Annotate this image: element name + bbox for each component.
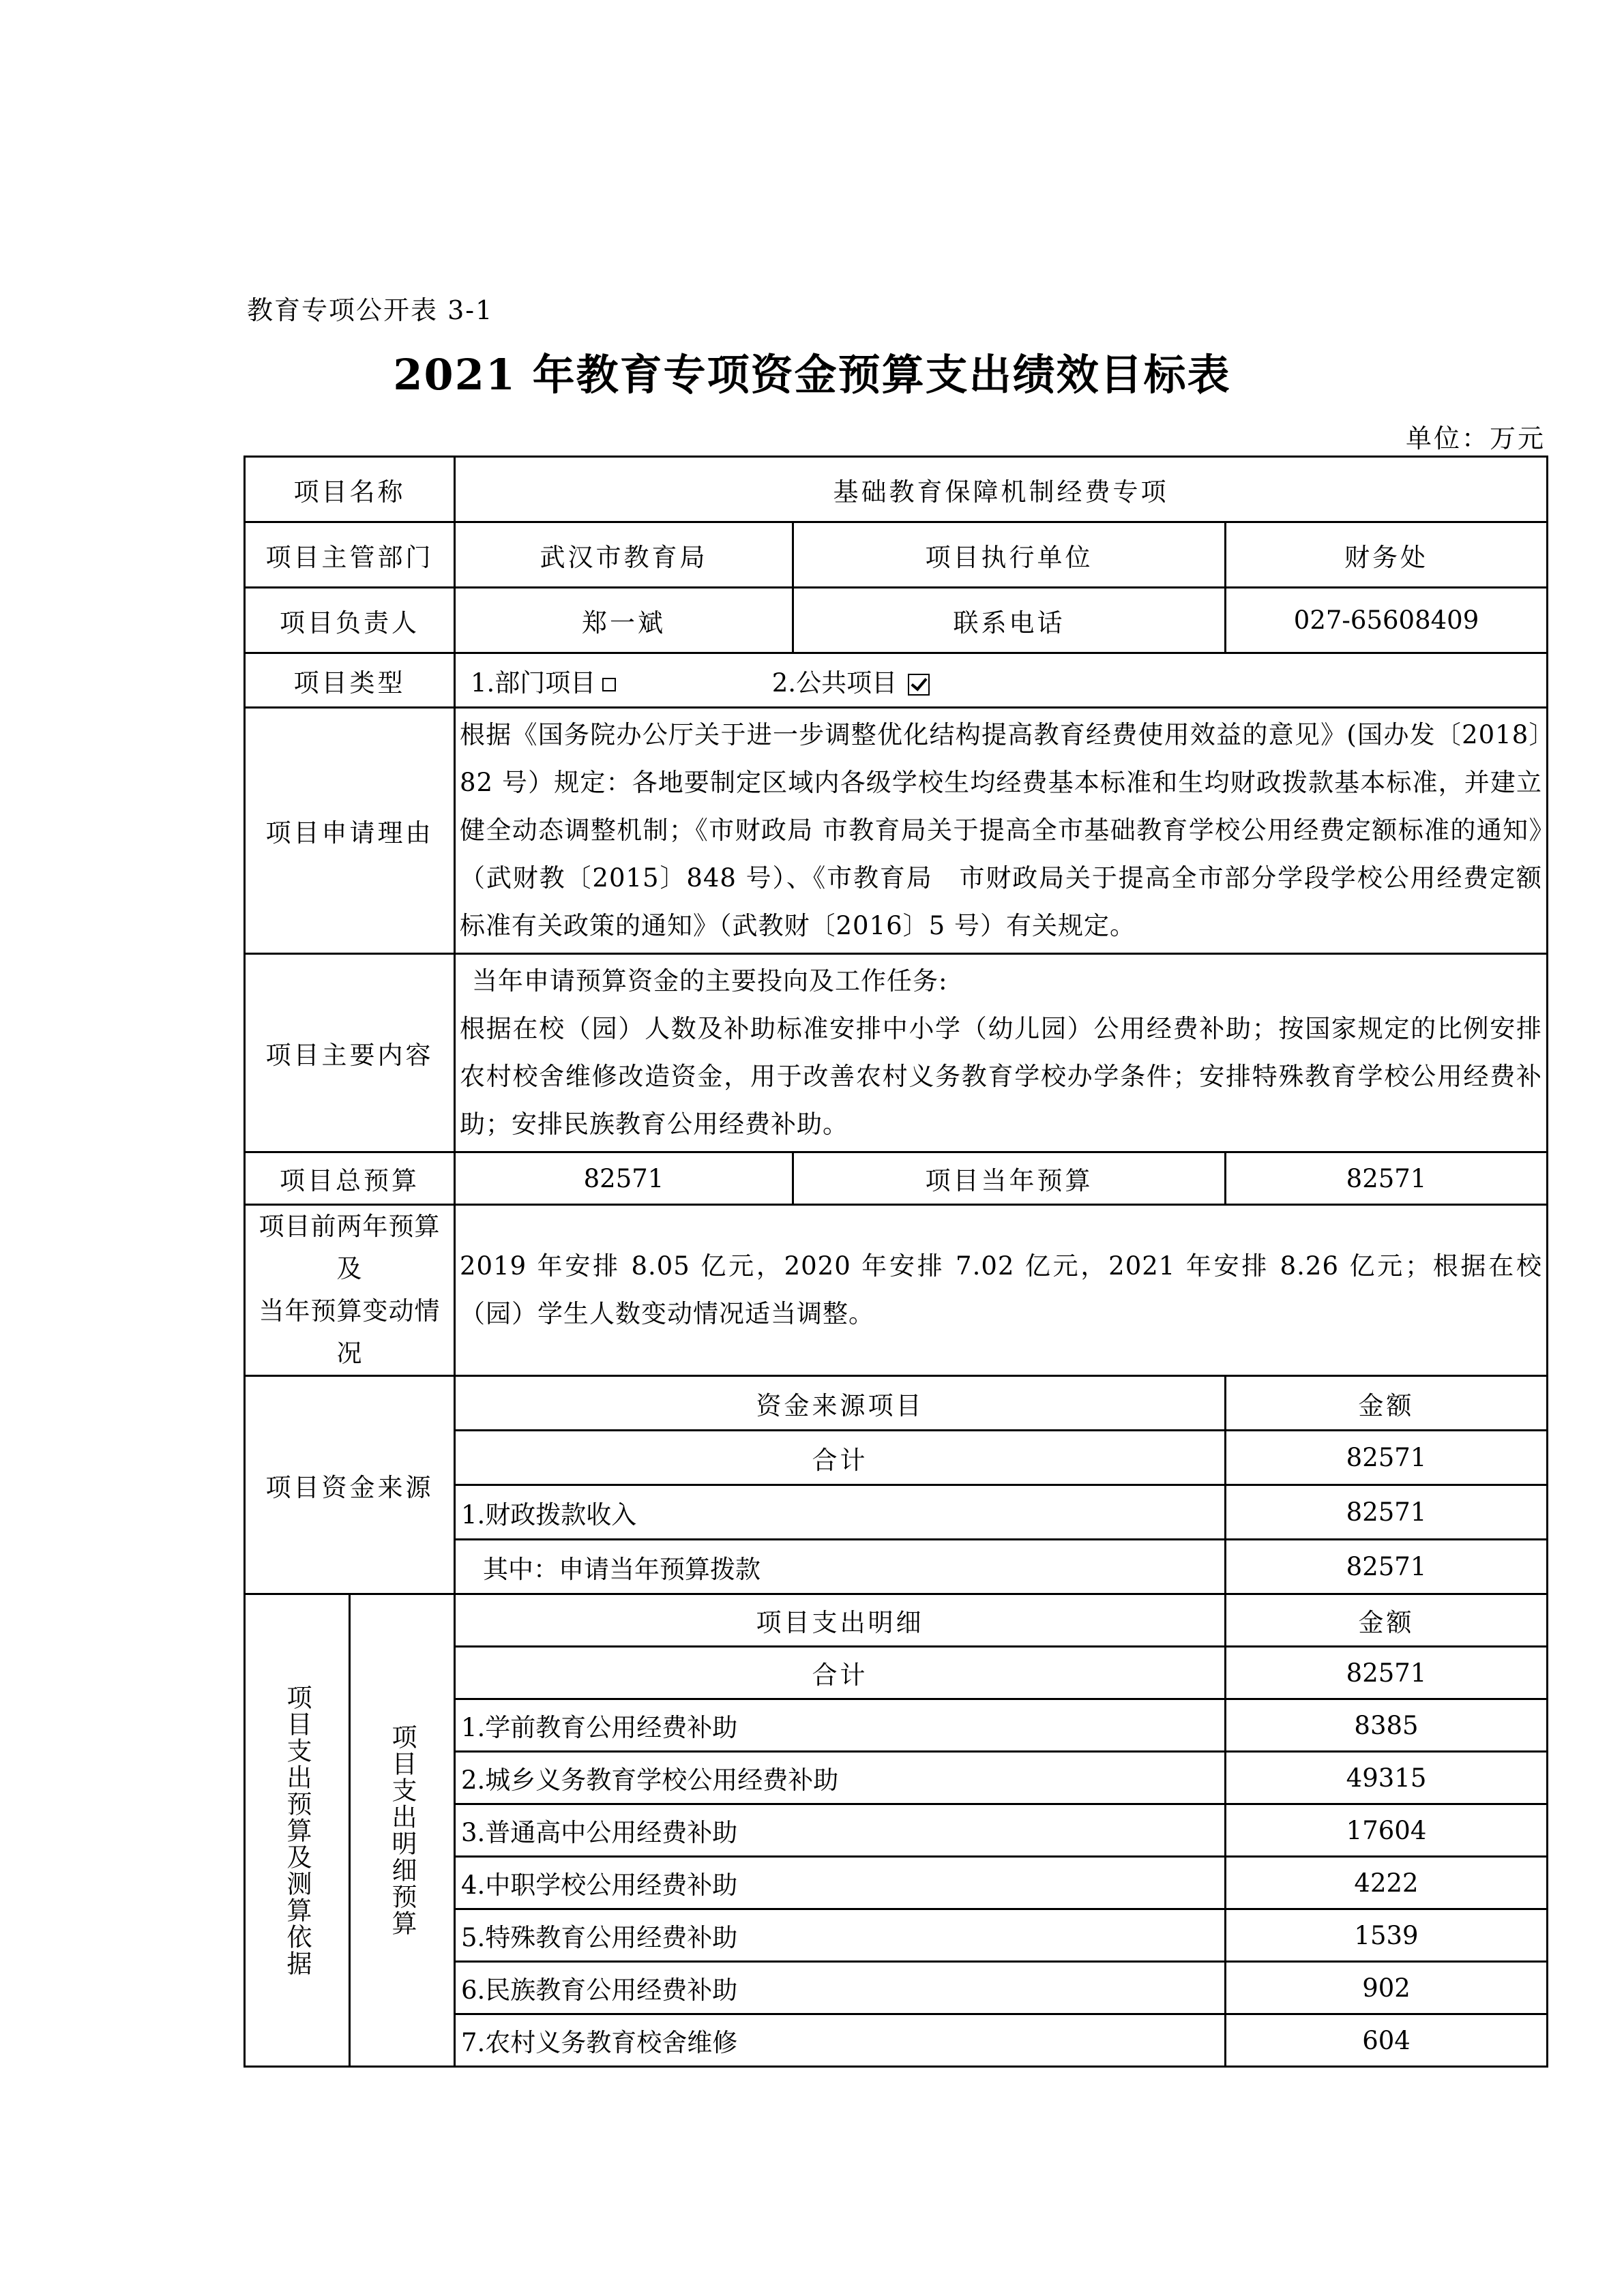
expense-amount: 604 [1226,2014,1548,2067]
phone-value: 027-65608409 [1226,588,1548,653]
expense-col-item: 项目支出明细 [455,1594,1226,1647]
total-budget-label: 项目总预算 [245,1152,455,1205]
type-option-department[interactable] [471,662,764,699]
main-content-label: 项目主要内容 [245,954,455,1152]
department-value: 武汉市教育局 [455,522,793,588]
row-total-budget [245,1152,1548,1205]
expense-item: 3.普通高中公用经费补助 [455,1804,1226,1857]
project-type-label: 项目类型 [245,653,455,708]
funding-item: 其中：申请当年预算拨款 [455,1540,1226,1594]
main-content-heading: 当年申请预算资金的主要投向及工作任务: [472,966,948,996]
expense-header-row [245,1594,1548,1647]
row-main-content [245,954,1548,1152]
budget-change-label [245,1205,455,1376]
budget-change-label-line1: 项目前两年预算及 [259,1212,441,1283]
expense-amount: 82571 [1226,1647,1548,1699]
row-department [245,522,1548,588]
row-owner [245,588,1548,653]
funding-amount: 82571 [1226,1431,1548,1485]
application-reason-text: 根据《国务院办公厅关于进一步调整优化结构提高教育经费使用效益的意见》(国办发〔2018〕82 号）规定：各地要制定区域内各级学校生均经费基本标准和生均财政拨款基本标准，并建立健全动态调整机制；《市财政局 市教育局关于提高全市基础教育学校公用经费定额标准的通知》（武财教〔2015〕848 号）、《市教育局 市财政局关于提高全市部分学段学校公用经费定额标准有关政策的通知》（武教财〔2016〕5 号）有关规定。 [455,708,1548,954]
executor-value: 财务处 [1226,522,1548,588]
checked-box-icon [908,674,930,696]
funding-amount: 82571 [1226,1485,1548,1540]
executor-label: 项目执行单位 [793,522,1226,588]
expense-outer-label-text: 项目支出预算及测算依据 [282,1684,312,1977]
expense-amount: 902 [1226,1962,1548,2014]
owner-label: 项目负责人 [245,588,455,653]
row-budget-change [245,1205,1548,1376]
unit-label: 单位：万元 [1405,423,1546,453]
expense-item: 1.学前教育公用经费补助 [455,1699,1226,1752]
funding-col-item: 资金来源项目 [455,1376,1226,1431]
funding-source-label: 项目资金来源 [245,1376,455,1594]
funding-col-amount: 金额 [1226,1376,1548,1431]
expense-item: 2.城乡义务教育学校公用经费补助 [455,1752,1226,1804]
application-reason-label: 项目申请理由 [245,708,455,954]
year-budget-value: 82571 [1226,1152,1548,1205]
project-name-label: 项目名称 [245,457,455,522]
funding-header-row [245,1376,1548,1431]
funding-item: 1.财政拨款收入 [455,1485,1226,1540]
budget-change-text: 2019 年安排 8.05 亿元，2020 年安排 7.02 亿元，2021 年安排 8.26 亿元；根据在校（园）学生人数变动情况适当调整。 [455,1205,1548,1376]
expense-amount: 1539 [1226,1909,1548,1962]
form-number: 教育专项公开表 3-1 [247,295,494,325]
row-project-type [245,653,1548,708]
document-title: 2021 年教育专项资金预算支出绩效目标表 [393,350,1231,400]
type-option-department-label: 1.部门项目 [471,668,596,698]
owner-value: 郑一斌 [455,588,793,653]
expense-item: 合计 [455,1647,1226,1699]
funding-item: 合计 [455,1431,1226,1485]
budget-table [243,456,1548,2068]
project-name-value: 基础教育保障机制经费专项 [455,457,1548,522]
expense-inner-label [350,1594,455,2067]
expense-col-amount: 金额 [1226,1594,1548,1647]
phone-label: 联系电话 [793,588,1226,653]
budget-change-label-line2: 当年预算变动情况 [259,1296,441,1368]
row-application-reason [245,708,1548,954]
expense-item: 4.中职学校公用经费补助 [455,1857,1226,1909]
main-content-text: 根据在校（园）人数及补助标准安排中小学（幼儿园）公用经费补助；按国家规定的比例安排农村校舍维修改造资金，用于改善农村义务教育学校办学条件；安排特殊教育学校公用经费补助；安排民族教育公用经费补助。 [460,1014,1543,1139]
expense-amount: 17604 [1226,1804,1548,1857]
unchecked-box-icon [602,678,616,691]
expense-item: 5.特殊教育公用经费补助 [455,1909,1226,1962]
project-type-options [455,653,1548,708]
expense-inner-label-text: 项目支出明细预算 [387,1724,417,1937]
type-option-public-label: 2.公共项目 [771,668,898,698]
row-project-name [245,457,1548,522]
expense-item: 7.农村义务教育校舍维修 [455,2014,1226,2067]
expense-outer-label [245,1594,350,2067]
main-content-cell [455,954,1548,1152]
total-budget-value: 82571 [455,1152,793,1205]
expense-amount: 49315 [1226,1752,1548,1804]
funding-amount: 82571 [1226,1540,1548,1594]
expense-item: 6.民族教育公用经费补助 [455,1962,1226,2014]
department-label: 项目主管部门 [245,522,455,588]
year-budget-label: 项目当年预算 [793,1152,1226,1205]
expense-amount: 4222 [1226,1857,1548,1909]
expense-amount: 8385 [1226,1699,1548,1752]
type-option-public[interactable] [772,662,930,699]
